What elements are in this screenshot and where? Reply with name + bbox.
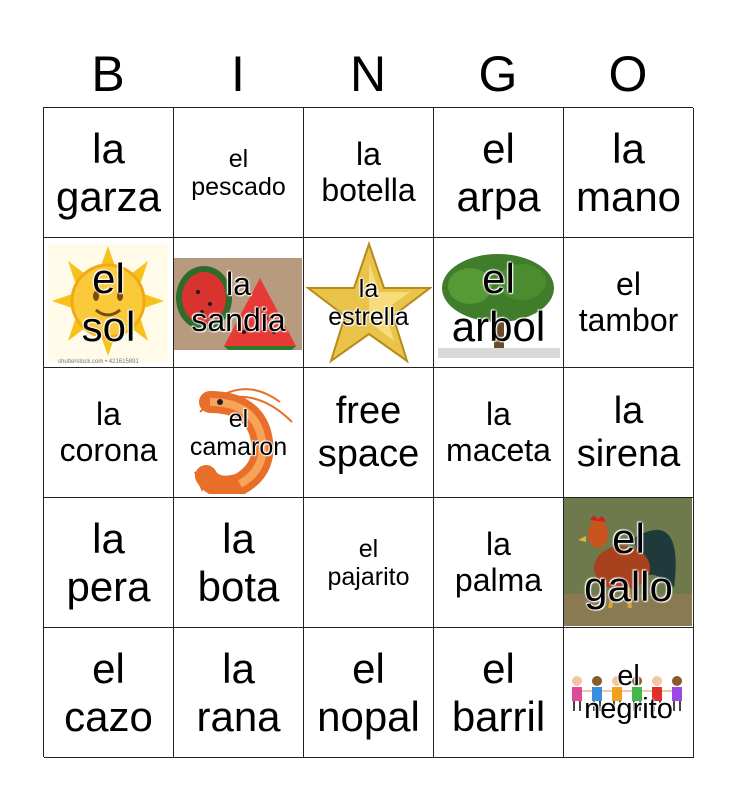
cell-label: el arpa [456,125,541,220]
bingo-card [43,107,693,757]
bingo-cell[interactable] [304,368,434,498]
header-letter-g: G [478,46,518,102]
cell-label: el camaron [189,404,288,461]
bingo-cell[interactable] [174,368,304,498]
bingo-cell[interactable] [174,108,304,238]
header-letter-o: O [608,46,648,102]
cell-label: la maceta [446,395,551,468]
bingo-cell[interactable] [174,238,304,368]
bingo-cell[interactable] [434,498,564,628]
bingo-cell[interactable] [434,368,564,498]
bingo-cell[interactable] [304,238,434,368]
cell-label: la pera [66,515,151,610]
cell-label: el tambor [578,265,679,338]
cell-label: la sandia [191,265,286,338]
cell-label: el sol [81,255,136,350]
cell-label: el cazo [64,645,153,740]
bingo-cell[interactable] [174,628,304,758]
bingo-cell[interactable] [174,498,304,628]
cell-label: el pajarito [327,534,410,591]
cell-label: la mano [575,125,682,220]
bingo-cell[interactable] [564,108,694,238]
bingo-cell[interactable] [434,108,564,238]
header-letter-n: N [349,46,387,102]
cell-label: la botella [321,135,416,208]
header-letter-i: I [231,46,245,102]
bingo-cell[interactable] [44,108,174,238]
bingo-cell[interactable] [304,498,434,628]
cell-label: el pescado [191,144,286,201]
bingo-cell[interactable] [44,498,174,628]
bingo-cell[interactable] [304,108,434,238]
cell-label: el arbol [451,255,546,350]
cell-label: la rana [196,645,281,740]
cell-label: la garza [55,125,162,220]
bingo-cell[interactable] [304,628,434,758]
bingo-cell[interactable] [564,368,694,498]
cell-label: la corona [59,395,158,468]
bingo-cell[interactable] [564,498,694,628]
cell-label: free space [317,389,420,475]
bingo-cell[interactable] [564,238,694,368]
header-letter-b: B [91,46,125,102]
cell-label: el gallo [584,515,673,610]
bingo-cell[interactable] [44,368,174,498]
bingo-cell[interactable] [434,238,564,368]
bingo-cell[interactable] [434,628,564,758]
bingo-cell[interactable] [564,628,694,758]
bingo-header [43,40,693,108]
cell-label: el nopal [317,645,420,740]
bingo-cell[interactable] [44,628,174,758]
cell-label: el barril [451,645,546,740]
cell-label: la sirena [576,389,681,475]
bingo-cell[interactable] [44,238,174,368]
cell-label: la estrella [328,274,409,331]
cell-label: la bota [197,515,280,610]
cell-label: la palma [454,525,543,598]
cell-label: el negrito [584,660,673,725]
image-watermark: shutterstock.com • 421615891 [58,359,139,365]
